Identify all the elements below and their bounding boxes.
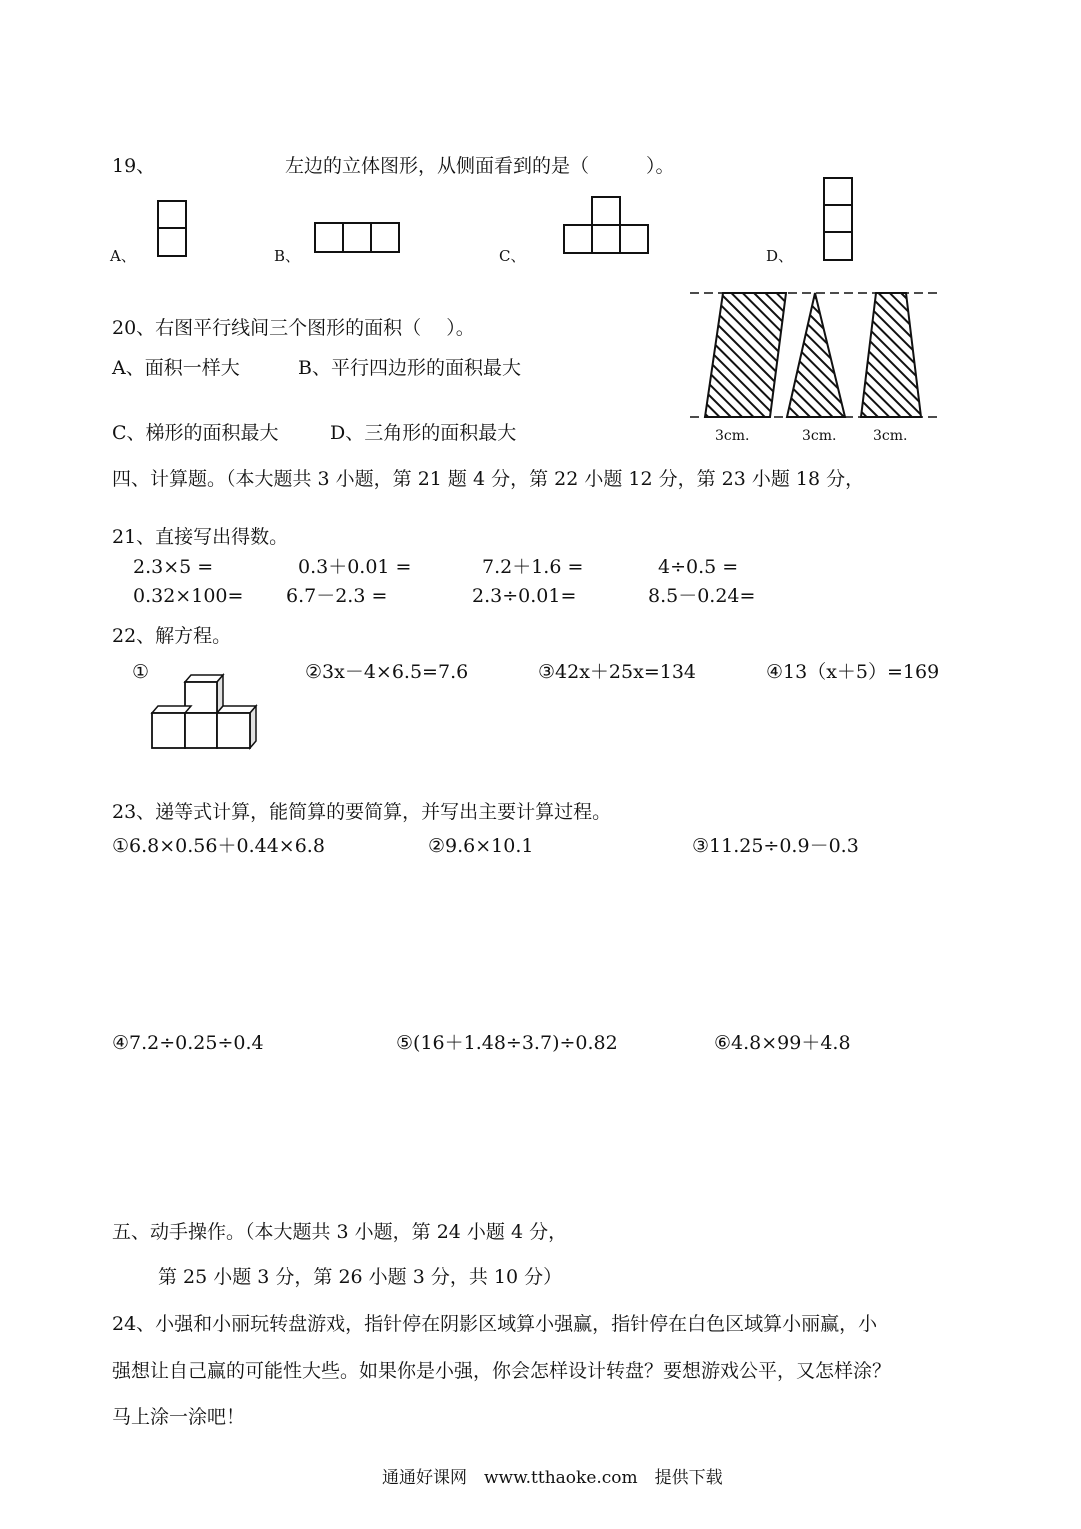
q23-r2-c2: ⑤(16＋1.48÷3.7)÷0.82 bbox=[396, 1032, 618, 1054]
q21-r1-c3: 7.2＋1.6 = bbox=[482, 556, 584, 578]
section-5-title: 五、动手操作。（本大题共 3 小题，第 24 小题 4 分， bbox=[112, 1221, 568, 1243]
q19-option-c-figure bbox=[563, 196, 651, 256]
q20-label-1: 3cm. bbox=[715, 428, 750, 444]
footer-text: 通通好课网 www.tthaoke.com 提供下载 bbox=[382, 1468, 723, 1488]
section-5-title-cont: 第 25 小题 3 分，第 26 小题 3 分，共 10 分） bbox=[158, 1266, 563, 1288]
q19-number: 19、 bbox=[112, 155, 156, 177]
q23-stem: 23、递等式计算，能简算的要简算，并写出主要计算过程。 bbox=[112, 801, 612, 823]
q22-eq1: ① bbox=[132, 661, 150, 683]
q19-option-a-figure bbox=[157, 200, 187, 258]
q23-r2-c1: ④7.2÷0.25÷0.4 bbox=[112, 1032, 264, 1054]
q19-stem: 左边的立体图形，从侧面看到的是（ ）。 bbox=[285, 155, 675, 177]
q20-trapezoid bbox=[861, 293, 921, 417]
q19-option-c-label: C、 bbox=[499, 247, 526, 265]
q20-triangle bbox=[787, 293, 845, 417]
q19-option-a-label: A、 bbox=[110, 247, 136, 265]
q20-parallelogram bbox=[705, 293, 786, 417]
q19-option-b-label: B、 bbox=[274, 247, 301, 265]
q22-eq3: ③42x＋25x=134 bbox=[538, 661, 697, 683]
q19-option-d-figure bbox=[823, 177, 855, 263]
q20-option-b: B、平行四边形的面积最大 bbox=[298, 357, 521, 379]
q20-option-d: D、三角形的面积最大 bbox=[330, 422, 517, 444]
q23-r1-c1: ①6.8×0.56＋0.44×6.8 bbox=[112, 835, 325, 857]
q24-line-3: 马上涂一涂吧！ bbox=[112, 1406, 246, 1428]
q20-option-a: A、面积一样大 bbox=[112, 357, 240, 379]
q23-r2-c3: ⑥4.8×99＋4.8 bbox=[714, 1032, 851, 1054]
q21-r2-c2: 6.7－2.3 = bbox=[286, 585, 388, 607]
q22-stem: 22、解方程。 bbox=[112, 625, 232, 647]
q22-eq4: ④13（x＋5）=169 bbox=[766, 661, 940, 683]
q21-r2-c3: 2.3÷0.01= bbox=[472, 585, 577, 607]
q20-option-c: C、梯形的面积最大 bbox=[112, 422, 279, 444]
q24-line-2: 强想让自己赢的可能性大些。如果你是小强，你会怎样设计转盘？要想游戏公平，又怎样涂？ bbox=[112, 1360, 892, 1382]
cube-figure bbox=[148, 672, 263, 752]
section-4-title: 四、计算题。（本大题共 3 小题，第 21 题 4 分，第 22 小题 12 分，第 23 小题 18 分， bbox=[112, 468, 865, 490]
q19-option-b-figure bbox=[314, 222, 402, 254]
q22-eq2: ②3x－4×6.5=7.6 bbox=[305, 661, 469, 683]
q20-stem: 20、右图平行线间三个图形的面积（ ）。 bbox=[112, 317, 475, 339]
q23-r1-c2: ②9.6×10.1 bbox=[428, 835, 534, 857]
q21-stem: 21、直接写出得数。 bbox=[112, 526, 289, 548]
q24-line-1: 24、小强和小丽玩转盘游戏，指针停在阴影区域算小强赢，指针停在白色区域算小丽赢，小 bbox=[112, 1313, 878, 1335]
q19-option-d-label: D、 bbox=[766, 247, 794, 265]
q21-r1-c2: 0.3＋0.01 = bbox=[298, 556, 412, 578]
q20-figure bbox=[688, 285, 943, 425]
q21-r1-c4: 4÷0.5 = bbox=[658, 556, 739, 578]
q21-r2-c4: 8.5－0.24= bbox=[648, 585, 756, 607]
q20-label-3: 3cm. bbox=[873, 428, 908, 444]
q21-r1-c1: 2.3×5 = bbox=[133, 556, 214, 578]
q21-r2-c1: 0.32×100= bbox=[133, 585, 244, 607]
q23-r1-c3: ③11.25÷0.9－0.3 bbox=[692, 835, 859, 857]
q20-label-2: 3cm. bbox=[802, 428, 837, 444]
